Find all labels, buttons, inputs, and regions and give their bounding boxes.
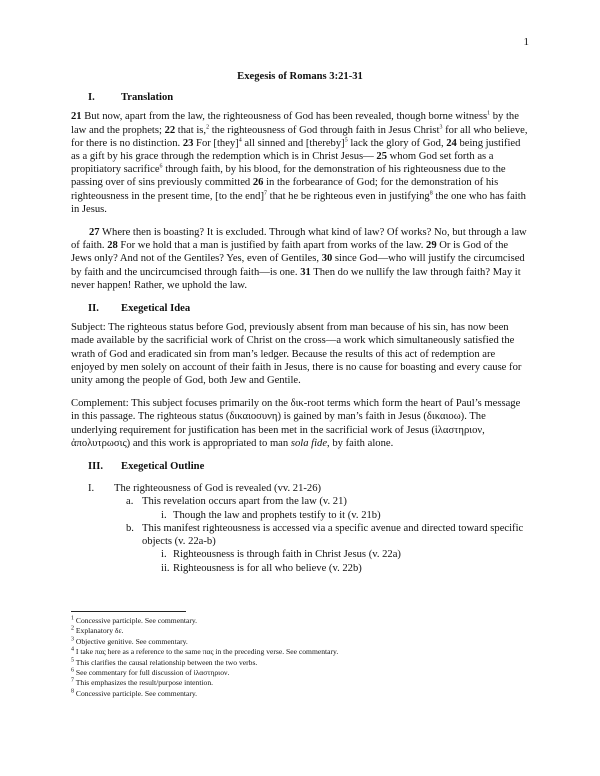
outline-item: ii. Righteousness is for all who believe (v. 22b)	[161, 562, 362, 574]
footnote-separator	[71, 611, 186, 612]
subject-paragraph: Subject: The righteous status before God, previously absent from man because of his sin, has now been made available by the sacrificial work of Christ on the cross—a work which simultaneously satisfied the wrath of God and eradicated sin from man’s ledger. Because the results of this act of redemption are enjoyed by men solely on account of their faith in Jesus, there is no cause for boasting and every cause for unity among the people of God, both Jew and Gentile.	[71, 322, 522, 387]
complement-paragraph: Complement: This subject focuses primarily on the δικ-root terms which form the heart of Paul’s message in this passage. The righteous status (δικαιοσυνη) is gained by man’s faith in Jesus (δικαιοω). The underlying requirement for justification has been met in the sacrificial work of Jesus (ἱλαστηριον, ἀπολυτρωσις) and this work is appropriated to man sola fide, by faith alone.	[71, 398, 521, 449]
footnote: $^6$ See commentary for full discussion of ἱλαστηριον.	[71, 667, 230, 678]
footnote: $^7$ This emphasizes the result/purpose intention.	[71, 677, 214, 688]
footnote: $^3$ Objective genitive. See commentary.	[71, 636, 188, 646]
outline-item: b. This manifest righteousness is accessed via a specific avenue and directed toward specific objects (v. 22a-b)	[126, 522, 524, 548]
document-body	[71, 70, 529, 575]
outline-item: i. Righteousness is through faith in Christ Jesus (v. 22a)	[161, 549, 401, 561]
document-title: Exegesis of Romans 3:21-31	[237, 71, 363, 82]
footnote: $^8$ Concessive participle. See commentary.	[71, 688, 198, 698]
section-heading-outline: III. Exegetical Outline	[88, 461, 205, 473]
footnote: $^5$ This clarifies the causal relationship between the two verbs.	[71, 657, 258, 667]
page-number: 1	[523, 36, 529, 48]
footnote: $^1$ Concessive participle. See commentary.	[71, 615, 198, 625]
outline-item: I. The righteousness of God is revealed (vv. 21-26)	[88, 483, 322, 495]
footnote: $^4$ I take πας here as a reference to the same πας in the preceding verse. See commentary.	[71, 646, 339, 657]
translation-paragraph-2: 27 Where then is boasting? It is excluded. Through what kind of law? Of works? No, but through a law of faith. 28 For we hold that a man is justified by faith apart from works of the law. 29 Or is God of the Jews only? And not of the Gentiles? Yes, even of Gentiles, 30 since God—who will justify the circumcised by faith and the uncircumcised through faith—is one. 31 Then do we nullify the law through faith? May it never happen! Rather, we uphold the law.	[71, 227, 527, 291]
section-heading-translation: I. Translation	[88, 92, 174, 104]
translation-paragraph-1: 21 But now, apart from the law, the righteousness of God has been revealed, though borne witness$^1$ by the law and the prophets; 22 that is,$^2$ the righteousness of God through faith in Jesus Christ$^3$ for all who believe, for there is no distinction. 23 For [they]$^4$ all sinned and [thereby]$^5$ lack the glory of God, 24 being justified as a gift by his grace through the redemption which is in Christ Jesus— 25 whom God set forth as a propitiatory sacrifice$^6$ through faith, by his blood, for the demonstration of his righteousness due to the passing over of sins previously committed 26 in the forbearance of God; for the demonstration of his righteousness in the present time, [to the end]$^7$ that he be righteous even in justifying$^8$ the one who has faith in Jesus.	[71, 110, 528, 215]
outline-item: i. Though the law and prophets testify to it (v. 21b)	[161, 509, 381, 521]
footnotes	[71, 616, 529, 699]
section-heading-idea: II. Exegetical Idea	[88, 303, 191, 315]
footnote: $^2$ Explanatory δε.	[71, 625, 124, 636]
outline-item: a. This revelation occurs apart from the law (v. 21)	[126, 496, 347, 508]
exegetical-outline	[71, 482, 529, 574]
